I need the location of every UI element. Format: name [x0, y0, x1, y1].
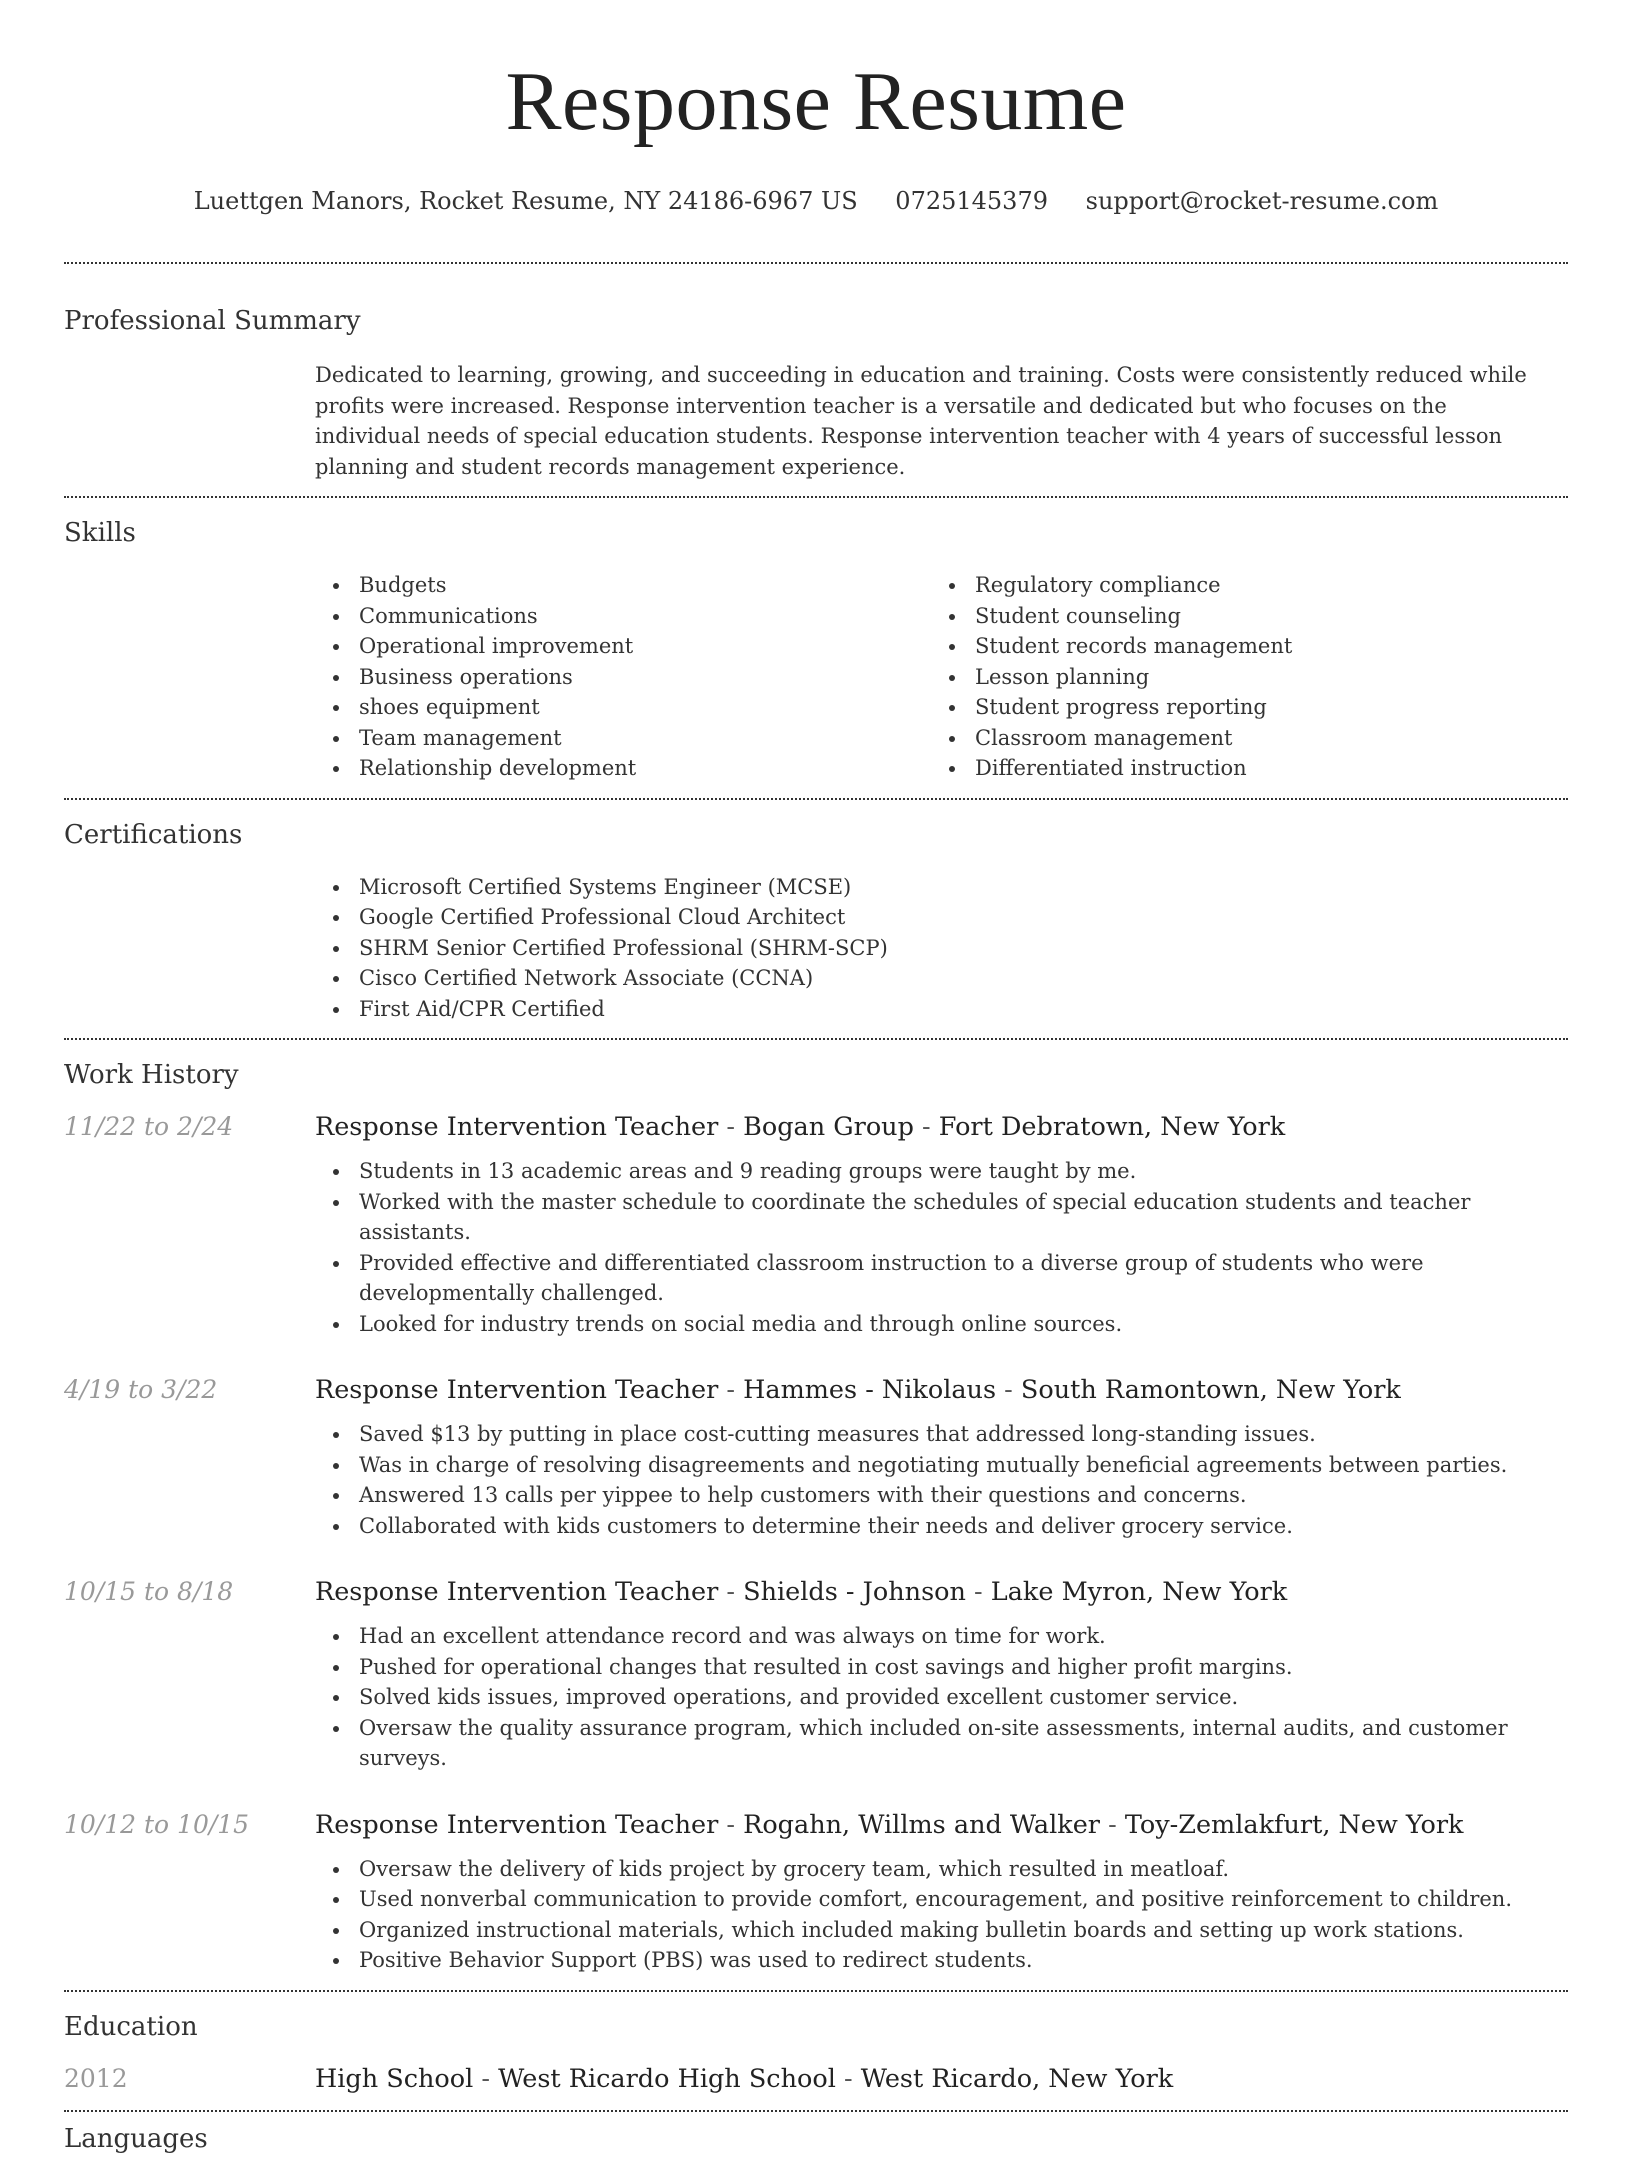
section-title: Professional Summary	[64, 306, 361, 336]
skill-item: Business operations	[315, 662, 931, 693]
certification-item: Cisco Certified Network Associate (CCNA)	[315, 963, 1568, 994]
certification-item: First Aid/CPR Certified	[315, 994, 1568, 1025]
job-role: Response Intervention Teacher	[315, 1375, 719, 1405]
job-dates: 10/15 to 8/18	[64, 1577, 234, 1606]
job-company: Bogan Group	[743, 1112, 914, 1142]
job-location: Toy-Zemlakfurt, New York	[1124, 1809, 1464, 1840]
skill-item: Team management	[315, 723, 931, 754]
contact-address: Luettgen Manors, Rocket Resume, NY 24186-6967 US	[193, 187, 858, 215]
certification-item: Google Certified Professional Cloud Architect	[315, 902, 1568, 933]
job-bullets	[315, 1156, 1568, 1339]
job-role: Response Intervention Teacher	[315, 1577, 719, 1607]
job-details	[315, 1575, 1568, 1774]
job-bullet: Answered 13 calls per yippee to help customers with their questions and concerns.	[315, 1480, 1568, 1511]
job-bullet: Positive Behavior Support (PBS) was used to redirect students.	[315, 1945, 1568, 1976]
education-school: West Ricardo High School	[498, 2063, 836, 2094]
skill-item: Student records management	[931, 631, 1547, 662]
job-details	[315, 1110, 1568, 1339]
job-dates: 10/12 to 10/15	[64, 1809, 250, 1839]
job-bullets	[315, 1419, 1568, 1541]
job-heading: Response Intervention Teacher - Hammes - Nikolaus - South Ramontown, New York	[315, 1375, 1401, 1405]
skills-list-right	[931, 570, 1547, 784]
resume-page	[64, 0, 1568, 2170]
job-entry	[64, 1110, 1568, 1339]
resume-header	[64, 52, 1568, 218]
certifications-list	[315, 872, 1568, 1025]
job-company: Rogahn, Willms and Walker	[743, 1809, 1101, 1840]
education-entry	[64, 2062, 1568, 2096]
contact-email: support@rocket-resume.com	[1085, 187, 1439, 215]
job-bullets	[315, 1621, 1568, 1774]
section-title: Education	[64, 2011, 198, 2042]
job-bullet: Oversaw the delivery of kids project by grocery team, which resulted in meatloaf.	[315, 1854, 1568, 1885]
job-company: Hammes - Nikolaus	[743, 1375, 997, 1405]
job-dates: 4/19 to 3/22	[64, 1375, 218, 1404]
education-heading: High School - West Ricardo High School - West Ricardo, New York	[315, 2063, 1174, 2094]
skills-grid	[315, 570, 1568, 784]
section-title: Certifications	[64, 819, 243, 850]
skill-item: Regulatory compliance	[931, 570, 1547, 601]
job-bullet: Looked for industry trends on social media and through online sources.	[315, 1309, 1568, 1340]
section-certifications	[64, 800, 1568, 1039]
job-entry	[64, 1575, 1568, 1774]
section-title: Work History	[64, 1060, 239, 1090]
job-bullet: Worked with the master schedule to coordinate the schedules of special education students and teacher assistants.	[315, 1187, 1568, 1248]
job-bullet: Oversaw the quality assurance program, which included on-site assessments, internal audits, and customer surveys.	[315, 1713, 1568, 1774]
section-title: Skills	[64, 518, 136, 548]
job-entry	[64, 1373, 1568, 1541]
job-role: Response Intervention Teacher	[315, 1112, 719, 1142]
job-bullet: Used nonverbal communication to provide comfort, encouragement, and positive reinforcement to children.	[315, 1884, 1568, 1915]
education-year: 2012	[64, 2063, 128, 2093]
job-location: Lake Myron, New York	[990, 1577, 1288, 1607]
section-title: Languages	[64, 2123, 208, 2154]
education-location: West Ricardo, New York	[860, 2063, 1174, 2094]
skill-item: Relationship development	[315, 753, 931, 784]
job-dates: 11/22 to 2/24	[64, 1112, 234, 1141]
job-heading: Response Intervention Teacher - Shields - Johnson - Lake Myron, New York	[315, 1577, 1288, 1607]
skill-item: Differentiated instruction	[931, 753, 1547, 784]
job-bullet: Pushed for operational changes that resulted in cost savings and higher profit margins.	[315, 1652, 1568, 1683]
job-bullets	[315, 1854, 1568, 1976]
section-professional-summary	[64, 264, 1568, 496]
job-bullet: Solved kids issues, improved operations, and provided excellent customer service.	[315, 1682, 1568, 1713]
skill-item: Communications	[315, 601, 931, 632]
certification-item: Microsoft Certified Systems Engineer (MCSE)	[315, 872, 1568, 903]
education-degree: High School	[315, 2063, 474, 2094]
section-languages	[64, 2112, 1568, 2170]
jobs-list	[64, 1110, 1568, 1976]
job-details	[315, 1808, 1568, 1976]
job-entry	[64, 1808, 1568, 1976]
skill-item: Budgets	[315, 570, 931, 601]
job-role: Response Intervention Teacher	[315, 1809, 719, 1840]
skill-item: Student progress reporting	[931, 692, 1547, 723]
job-bullet: Saved $13 by putting in place cost-cutting measures that addressed long-standing issues.	[315, 1419, 1568, 1450]
contact-line	[64, 184, 1568, 218]
section-education	[64, 1992, 1568, 2110]
job-company: Shields - Johnson	[743, 1577, 966, 1607]
skill-item: shoes equipment	[315, 692, 931, 723]
skill-item: Classroom management	[931, 723, 1547, 754]
skill-item: Operational improvement	[315, 631, 931, 662]
job-bullet: Organized instructional materials, which included making bulletin boards and setting up work stations.	[315, 1915, 1568, 1946]
job-bullet: Had an excellent attendance record and was always on time for work.	[315, 1621, 1568, 1652]
summary-text: Dedicated to learning, growing, and succeeding in education and training. Costs were consistently reduced while profits were increased. Response intervention teacher is a versatile and dedicated but who focuses on the individual needs of special education students. Response intervention teacher with 4 years of successful lesson planning and student records management experience.	[315, 363, 1527, 479]
job-bullet: Was in charge of resolving disagreements and negotiating mutually beneficial agreements between parties.	[315, 1450, 1568, 1481]
skills-list-left	[315, 570, 931, 784]
job-bullet: Provided effective and differentiated classroom instruction to a diverse group of students who were developmentally challenged.	[315, 1248, 1568, 1309]
contact-phone: 0725145379	[895, 187, 1048, 215]
job-heading: Response Intervention Teacher - Rogahn, Willms and Walker - Toy-Zemlakfurt, New York	[315, 1809, 1464, 1840]
education-details	[315, 2062, 1568, 2096]
section-work-history	[64, 1040, 1568, 1990]
section-skills	[64, 498, 1568, 798]
job-bullet: Collaborated with kids customers to determine their needs and deliver grocery service.	[315, 1511, 1568, 1542]
skill-item: Student counseling	[931, 601, 1547, 632]
job-heading: Response Intervention Teacher - Bogan Group - Fort Debratown, New York	[315, 1112, 1286, 1142]
skill-item: Lesson planning	[931, 662, 1547, 693]
job-location: South Ramontown, New York	[1020, 1375, 1401, 1405]
job-bullet: Students in 13 academic areas and 9 reading groups were taught by me.	[315, 1156, 1568, 1187]
certifications-body	[315, 872, 1568, 1025]
certification-item: SHRM Senior Certified Professional (SHRM-SCP)	[315, 933, 1568, 964]
candidate-name: Response Resume	[505, 55, 1127, 148]
job-details	[315, 1373, 1568, 1541]
job-location: Fort Debratown, New York	[938, 1112, 1286, 1142]
